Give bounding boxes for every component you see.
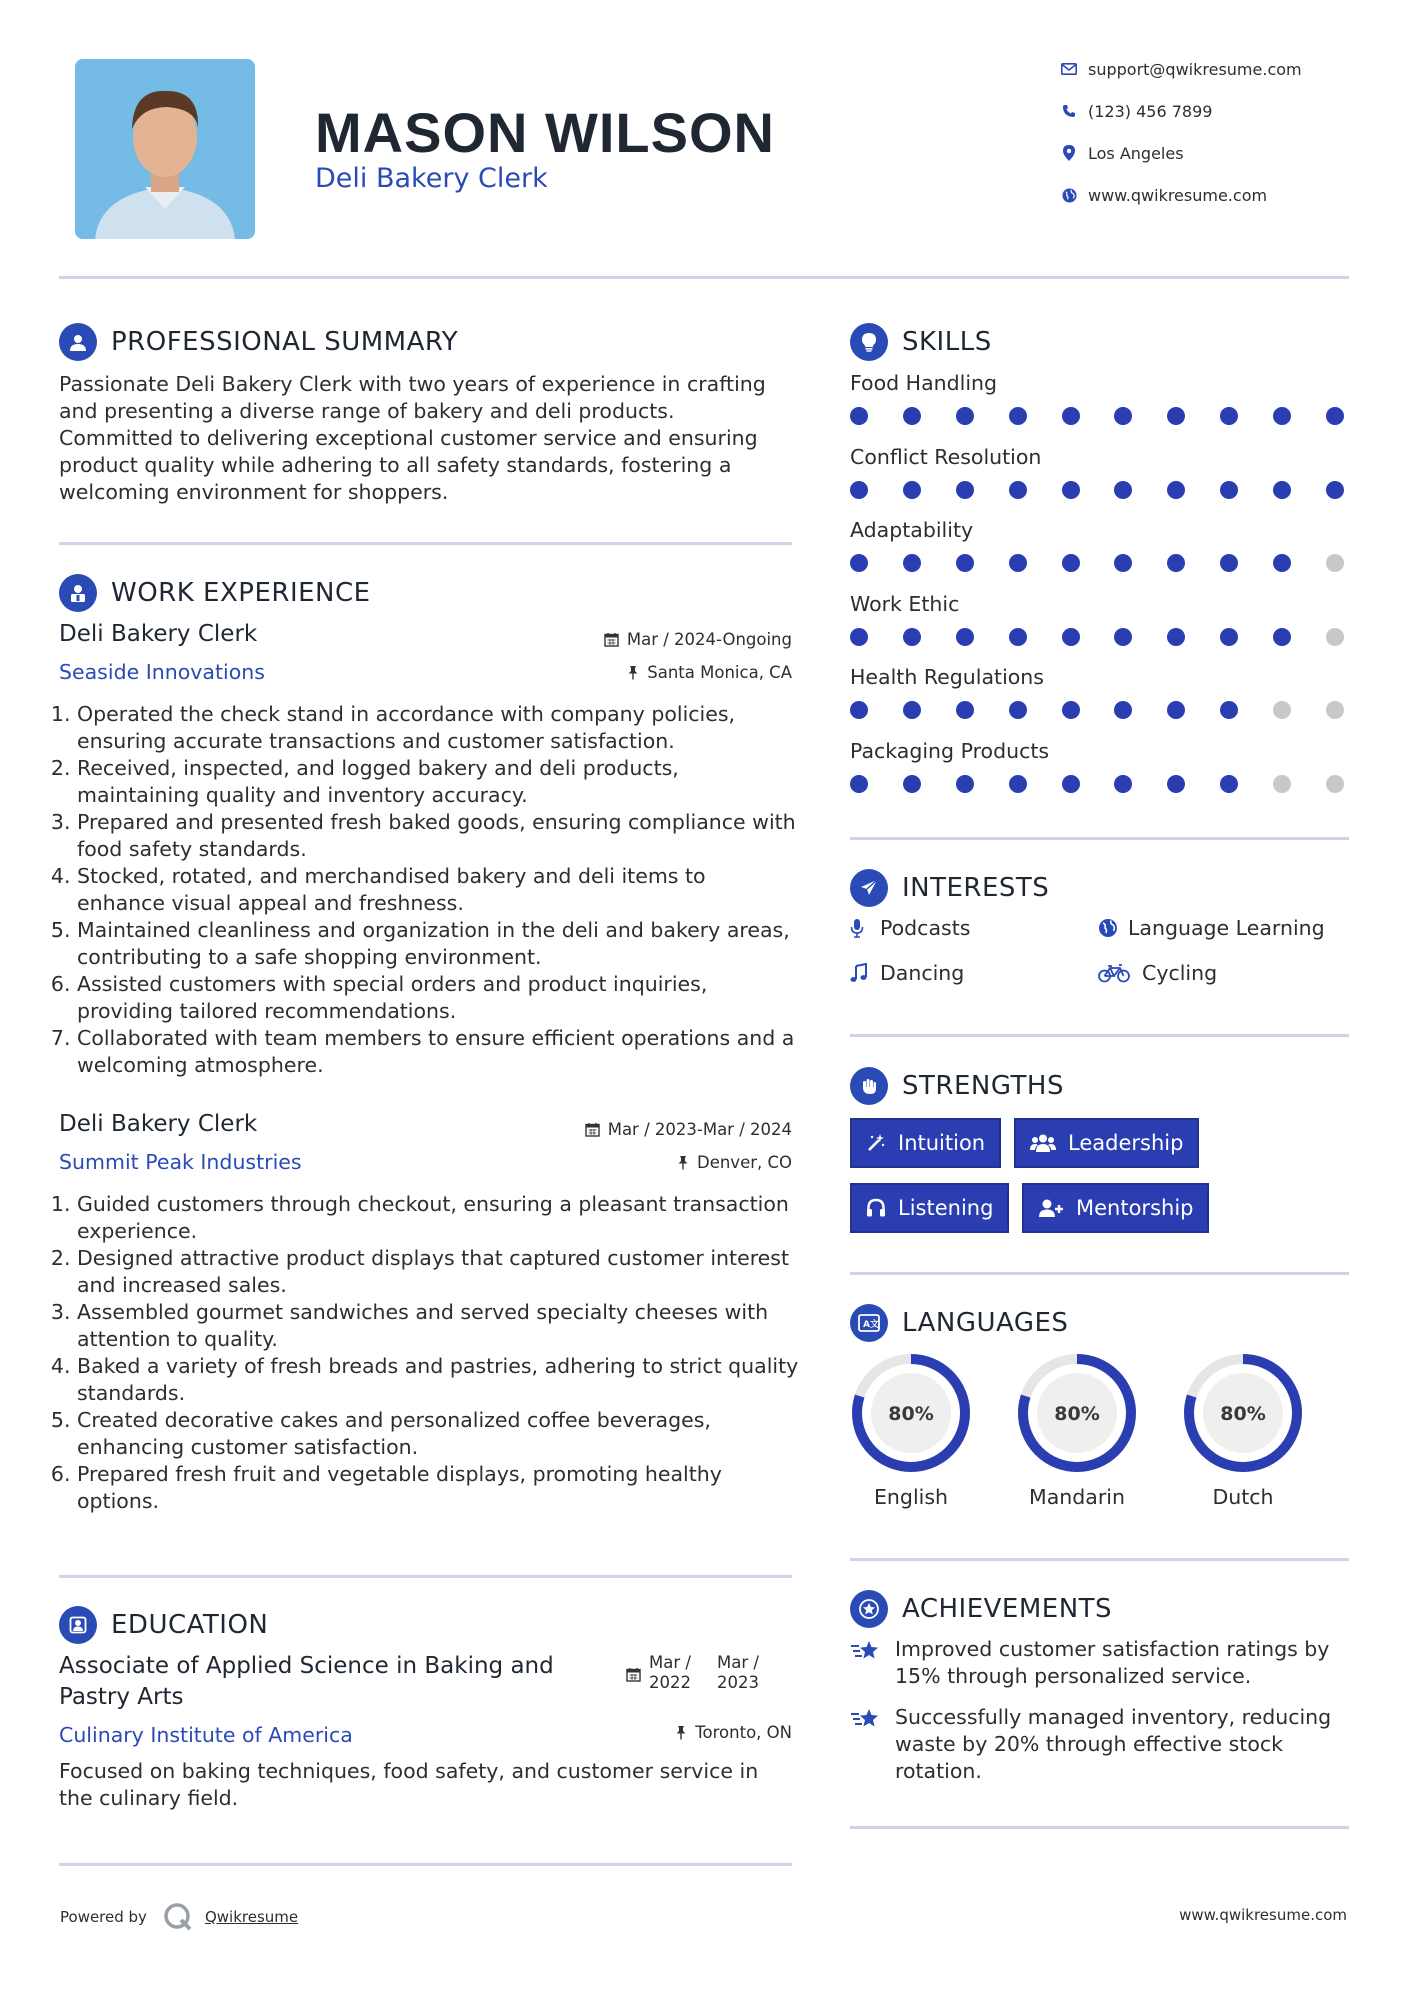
lightbulb-icon <box>850 323 888 361</box>
education-start <box>649 1653 691 1693</box>
strengths-divider <box>850 1272 1349 1275</box>
education-text: Focused on baking techniques, food safety, and customer service in the culinary field. <box>59 1759 759 1810</box>
rating-dot-filled <box>956 554 974 572</box>
rating-dot-filled <box>1273 554 1291 572</box>
interest-item <box>1098 961 1217 985</box>
language-item <box>1163 1351 1323 1509</box>
job-company: Seaside Innovations <box>59 660 265 684</box>
award-star-icon <box>850 1590 888 1628</box>
achievements-heading <box>850 1589 1112 1629</box>
contact-website[interactable] <box>1050 181 1267 209</box>
duty-item: 6. Assisted customers with special orders and product inquiries, providing tailored recommendations. <box>77 971 799 1025</box>
languages-divider <box>850 1558 1349 1561</box>
rating-dot-filled <box>1062 628 1080 646</box>
graduate-icon <box>59 1606 97 1644</box>
rating-dot-filled <box>1062 701 1080 719</box>
achievement-item <box>850 1636 1350 1690</box>
skill-item <box>850 592 1350 666</box>
globe-icon <box>1098 918 1128 938</box>
education-dates <box>626 1653 759 1693</box>
duty-item: 1. Operated the check stand in accordance with company policies, ensuring accurate transactions and customer satisfaction. <box>77 701 799 755</box>
rating-dot-empty <box>1326 628 1344 646</box>
rating-dot-filled <box>956 407 974 425</box>
rating-dot-empty <box>1273 775 1291 793</box>
powered-by-text: Powered by <box>60 1908 147 1926</box>
candidate-title: Deli Bakery Clerk <box>315 163 548 194</box>
summary-heading <box>59 322 458 362</box>
phone-icon <box>1050 104 1088 118</box>
user-plus-icon <box>1038 1198 1064 1218</box>
job-location-text: Santa Monica, CA <box>647 663 792 682</box>
rating-dot-filled <box>1009 628 1027 646</box>
rating-dot-filled <box>903 481 921 499</box>
education-location-text: Toronto, ON <box>695 1723 792 1742</box>
language-proficiency-ring <box>1181 1351 1305 1475</box>
pushpin-icon <box>675 1725 687 1740</box>
language-proficiency-ring <box>1015 1351 1139 1475</box>
rating-dot-filled <box>1114 701 1132 719</box>
degree-title-line2: Pastry Arts <box>59 1684 184 1710</box>
job-location <box>627 663 792 682</box>
rating-dot-filled <box>1220 481 1238 499</box>
duty-item: 2. Designed attractive product displays that captured customer interest and increased sales. <box>77 1245 799 1299</box>
skill-rating <box>850 701 1344 719</box>
ring-percent-label: 80% <box>1054 1403 1100 1425</box>
rating-dot-empty <box>1326 701 1344 719</box>
achievement-text: Successfully managed inventory, reducing waste by 20% through effective stock rotation. <box>895 1705 1332 1783</box>
interests-heading-text: INTERESTS <box>902 873 1050 903</box>
music-note-icon <box>850 963 880 983</box>
shooting-star-icon <box>850 1636 895 1690</box>
rating-dot-filled <box>850 554 868 572</box>
rating-dot-filled <box>1167 628 1185 646</box>
education-location <box>675 1723 792 1742</box>
ring-percent-label: 80% <box>888 1403 934 1425</box>
duty-item: 2. Received, inspected, and logged bakery and deli products, maintaining quality and inventory accuracy. <box>77 755 799 809</box>
rating-dot-empty <box>1273 701 1291 719</box>
strength-label: Listening <box>898 1196 994 1220</box>
calendar-icon <box>626 1667 641 1693</box>
experience-divider <box>59 1575 792 1578</box>
interest-label: Dancing <box>880 961 965 985</box>
duty-item: 6. Prepared fresh fruit and vegetable displays, promoting healthy options. <box>77 1461 799 1515</box>
fist-icon <box>850 1067 888 1105</box>
pushpin-icon <box>627 665 639 680</box>
rating-dot-filled <box>1114 481 1132 499</box>
summary-divider <box>59 542 792 545</box>
contact-email-text: support@qwikresume.com <box>1088 59 1302 79</box>
qwikresume-logo-icon <box>163 1902 193 1932</box>
education-end-year: 2023 <box>717 1673 759 1692</box>
duty-item: 4. Stocked, rotated, and merchandised bakery and deli items to enhance visual appeal and freshness. <box>77 863 799 917</box>
ring-percent-label: 80% <box>1220 1403 1266 1425</box>
calendar-icon <box>604 632 619 647</box>
contact-location-text: Los Angeles <box>1088 143 1184 163</box>
rating-dot-empty <box>1326 554 1344 572</box>
language-icon <box>850 1304 888 1342</box>
duty-item: 5. Maintained cleanliness and organization in the deli and bakery areas, contributing to a safe shopping environment. <box>77 917 799 971</box>
job-location-text: Denver, CO <box>696 1153 792 1172</box>
calendar-icon <box>585 1122 600 1137</box>
rating-dot-filled <box>1114 554 1132 572</box>
rating-dot-filled <box>1167 481 1185 499</box>
rating-dot-filled <box>1273 481 1291 499</box>
language-item <box>997 1351 1157 1509</box>
rating-dot-filled <box>1009 481 1027 499</box>
skill-name: Packaging Products <box>850 738 1050 763</box>
achievements-divider <box>850 1826 1349 1829</box>
user-icon <box>59 323 97 361</box>
rating-dot-filled <box>1220 775 1238 793</box>
interest-item <box>850 916 970 940</box>
skill-rating <box>850 775 1344 793</box>
rating-dot-filled <box>1009 775 1027 793</box>
summary-text: Passionate Deli Bakery Clerk with two years of experience in crafting and presenting a diverse range of bakery and deli products. Committed to delivering exceptional customer service and ensuring product quality while adhering to all safety standards, fostering a welcoming environment for shoppers. <box>59 372 766 504</box>
language-item <box>831 1351 991 1509</box>
rating-dot-filled <box>903 407 921 425</box>
strength-badge <box>1022 1183 1209 1233</box>
rating-dot-filled <box>903 701 921 719</box>
rating-dot-filled <box>956 481 974 499</box>
rating-dot-filled <box>1009 554 1027 572</box>
languages-heading-text: LANGUAGES <box>902 1308 1069 1338</box>
headphones-icon <box>866 1198 886 1218</box>
skills-heading <box>850 322 992 362</box>
rating-dot-filled <box>1220 554 1238 572</box>
strength-label: Leadership <box>1068 1131 1184 1155</box>
job-dates <box>585 1120 792 1139</box>
rating-dot-filled <box>850 628 868 646</box>
strength-badge <box>850 1183 1009 1233</box>
duty-item: 3. Prepared and presented fresh baked goods, ensuring compliance with food safety standards. <box>77 809 799 863</box>
skills-list <box>850 371 1350 812</box>
education-heading-text: EDUCATION <box>111 1610 269 1640</box>
profile-photo <box>75 59 255 239</box>
language-name: English <box>873 1485 949 1509</box>
rating-dot-filled <box>1062 775 1080 793</box>
degree-title-line1: Associate of Applied Science in Baking and <box>59 1653 554 1679</box>
languages-heading <box>850 1303 1068 1343</box>
job-location <box>677 1153 792 1172</box>
svg-text:文: 文 <box>870 1320 880 1330</box>
contact-email[interactable] <box>1050 55 1302 83</box>
rating-dot-filled <box>956 701 974 719</box>
duty-item: 5. Created decorative cakes and personalized coffee beverages, enhancing customer satisfaction. <box>77 1407 799 1461</box>
education-start-year: 2022 <box>649 1673 691 1692</box>
skill-name: Adaptability <box>850 518 974 542</box>
skill-name: Food Handling <box>850 371 998 395</box>
map-pin-icon <box>1050 145 1088 161</box>
languages-list <box>831 1351 1351 1511</box>
footer-powered-by <box>60 1902 298 1932</box>
interest-label: Cycling <box>1142 961 1218 985</box>
skill-rating <box>850 407 1344 425</box>
rating-dot-filled <box>1009 407 1027 425</box>
globe-icon <box>1050 188 1088 203</box>
skill-name: Health Regulations <box>850 665 1044 689</box>
rating-dot-filled <box>1326 481 1344 499</box>
education-end-month: Mar / <box>717 1653 759 1672</box>
rating-dot-filled <box>1062 554 1080 572</box>
interests-divider <box>850 1034 1349 1037</box>
contact-location <box>1050 139 1184 167</box>
rating-dot-empty <box>1326 775 1344 793</box>
bicycle-icon <box>1098 963 1142 983</box>
rating-dot-filled <box>1114 628 1132 646</box>
skill-rating <box>850 481 1344 499</box>
education-start-month: Mar / <box>649 1653 691 1672</box>
education-heading <box>59 1605 268 1645</box>
skill-item <box>850 518 1350 592</box>
job-dates-text: Mar / 2023-Mar / 2024 <box>607 1120 792 1139</box>
strengths-heading <box>850 1066 1064 1106</box>
magic-wand-icon <box>866 1133 886 1153</box>
job-company: Summit Peak Industries <box>59 1150 302 1174</box>
job-title: Deli Bakery Clerk <box>59 1111 258 1137</box>
interest-label: Podcasts <box>880 916 971 940</box>
rating-dot-filled <box>1114 407 1132 425</box>
strength-label: Intuition <box>898 1131 986 1155</box>
envelope-icon <box>1050 63 1088 75</box>
contact-phone[interactable] <box>1050 97 1212 125</box>
skill-item <box>850 445 1350 519</box>
education-end <box>717 1653 759 1693</box>
job-dates-text: Mar / 2024-Ongoing <box>626 630 792 649</box>
skill-item <box>850 739 1350 813</box>
strength-label: Mentorship <box>1076 1196 1194 1220</box>
rating-dot-filled <box>903 554 921 572</box>
duty-item: 4. Baked a variety of fresh breads and pastries, adhering to strict quality standards. <box>77 1353 799 1407</box>
rating-dot-filled <box>1167 701 1185 719</box>
job-dates <box>604 630 792 649</box>
briefcase-user-icon <box>59 574 97 612</box>
job-duties-list <box>59 1191 799 1515</box>
rating-dot-filled <box>956 775 974 793</box>
interests-heading <box>850 868 1049 908</box>
rating-dot-filled <box>850 775 868 793</box>
job-title: Deli Bakery Clerk <box>59 621 258 647</box>
strength-badge <box>1014 1118 1199 1168</box>
rating-dot-filled <box>1167 407 1185 425</box>
rating-dot-filled <box>1273 407 1291 425</box>
contact-phone-text: (123) 456 7899 <box>1088 101 1213 121</box>
skill-item <box>850 371 1350 445</box>
school-name: Culinary Institute of America <box>59 1723 353 1747</box>
education-divider <box>59 1863 792 1866</box>
pushpin-icon <box>677 1155 689 1170</box>
skill-name: Work Ethic <box>850 591 960 616</box>
skills-heading-text: SKILLS <box>902 327 992 357</box>
rating-dot-filled <box>1114 775 1132 793</box>
duty-item: 3. Assembled gourmet sandwiches and served specialty cheeses with attention to quality. <box>77 1299 799 1353</box>
experience-heading <box>59 573 371 613</box>
footer-website[interactable]: www.qwikresume.com <box>1179 1906 1347 1924</box>
rating-dot-filled <box>1062 407 1080 425</box>
strength-badge <box>850 1118 1001 1168</box>
language-name: Mandarin <box>1029 1485 1125 1509</box>
duty-item: 7. Collaborated with team members to ensure efficient operations and a welcoming atmosphere. <box>77 1025 799 1079</box>
paper-plane-icon <box>850 869 888 907</box>
rating-dot-filled <box>1273 628 1291 646</box>
experience-heading-text: WORK EXPERIENCE <box>111 578 371 608</box>
skill-rating <box>850 554 1344 572</box>
language-name: Dutch <box>1212 1485 1274 1509</box>
interest-item <box>1098 916 1325 940</box>
rating-dot-filled <box>1220 628 1238 646</box>
candidate-name: MASON WILSON <box>315 101 775 164</box>
achievement-text: Improved customer satisfaction ratings by 15% through personalized service. <box>895 1637 1330 1688</box>
contact-website-text: www.qwikresume.com <box>1088 185 1268 205</box>
rating-dot-filled <box>1167 554 1185 572</box>
rating-dot-filled <box>1220 701 1238 719</box>
rating-dot-filled <box>1220 407 1238 425</box>
rating-dot-filled <box>1167 775 1185 793</box>
rating-dot-filled <box>903 775 921 793</box>
achievements-heading-text: ACHIEVEMENTS <box>902 1594 1113 1624</box>
qwikresume-link[interactable]: Qwikresume <box>204 1908 299 1926</box>
rating-dot-filled <box>1062 481 1080 499</box>
rating-dot-filled <box>850 481 868 499</box>
interest-label: Language Learning <box>1128 916 1325 940</box>
rating-dot-filled <box>956 628 974 646</box>
rating-dot-filled <box>850 407 868 425</box>
users-icon <box>1030 1133 1056 1153</box>
duty-item: 1. Guided customers through checkout, ensuring a pleasant transaction experience. <box>77 1191 799 1245</box>
rating-dot-filled <box>1009 701 1027 719</box>
rating-dot-filled <box>903 628 921 646</box>
strengths-heading-text: STRENGTHS <box>902 1071 1064 1101</box>
rating-dot-filled <box>850 701 868 719</box>
microphone-icon <box>850 918 880 938</box>
skill-name: Conflict Resolution <box>850 444 1042 469</box>
svg-text:A: A <box>863 1320 870 1330</box>
summary-heading-text: PROFESSIONAL SUMMARY <box>111 327 459 357</box>
header-divider <box>59 276 1349 279</box>
skill-rating <box>850 628 1344 646</box>
achievement-item <box>850 1704 1350 1785</box>
shooting-star-icon <box>850 1704 895 1785</box>
job-duties-list <box>59 701 799 1079</box>
language-proficiency-ring <box>849 1351 973 1475</box>
interest-item <box>850 961 964 985</box>
skills-divider <box>850 837 1349 840</box>
rating-dot-filled <box>1326 407 1344 425</box>
skill-item <box>850 665 1350 739</box>
